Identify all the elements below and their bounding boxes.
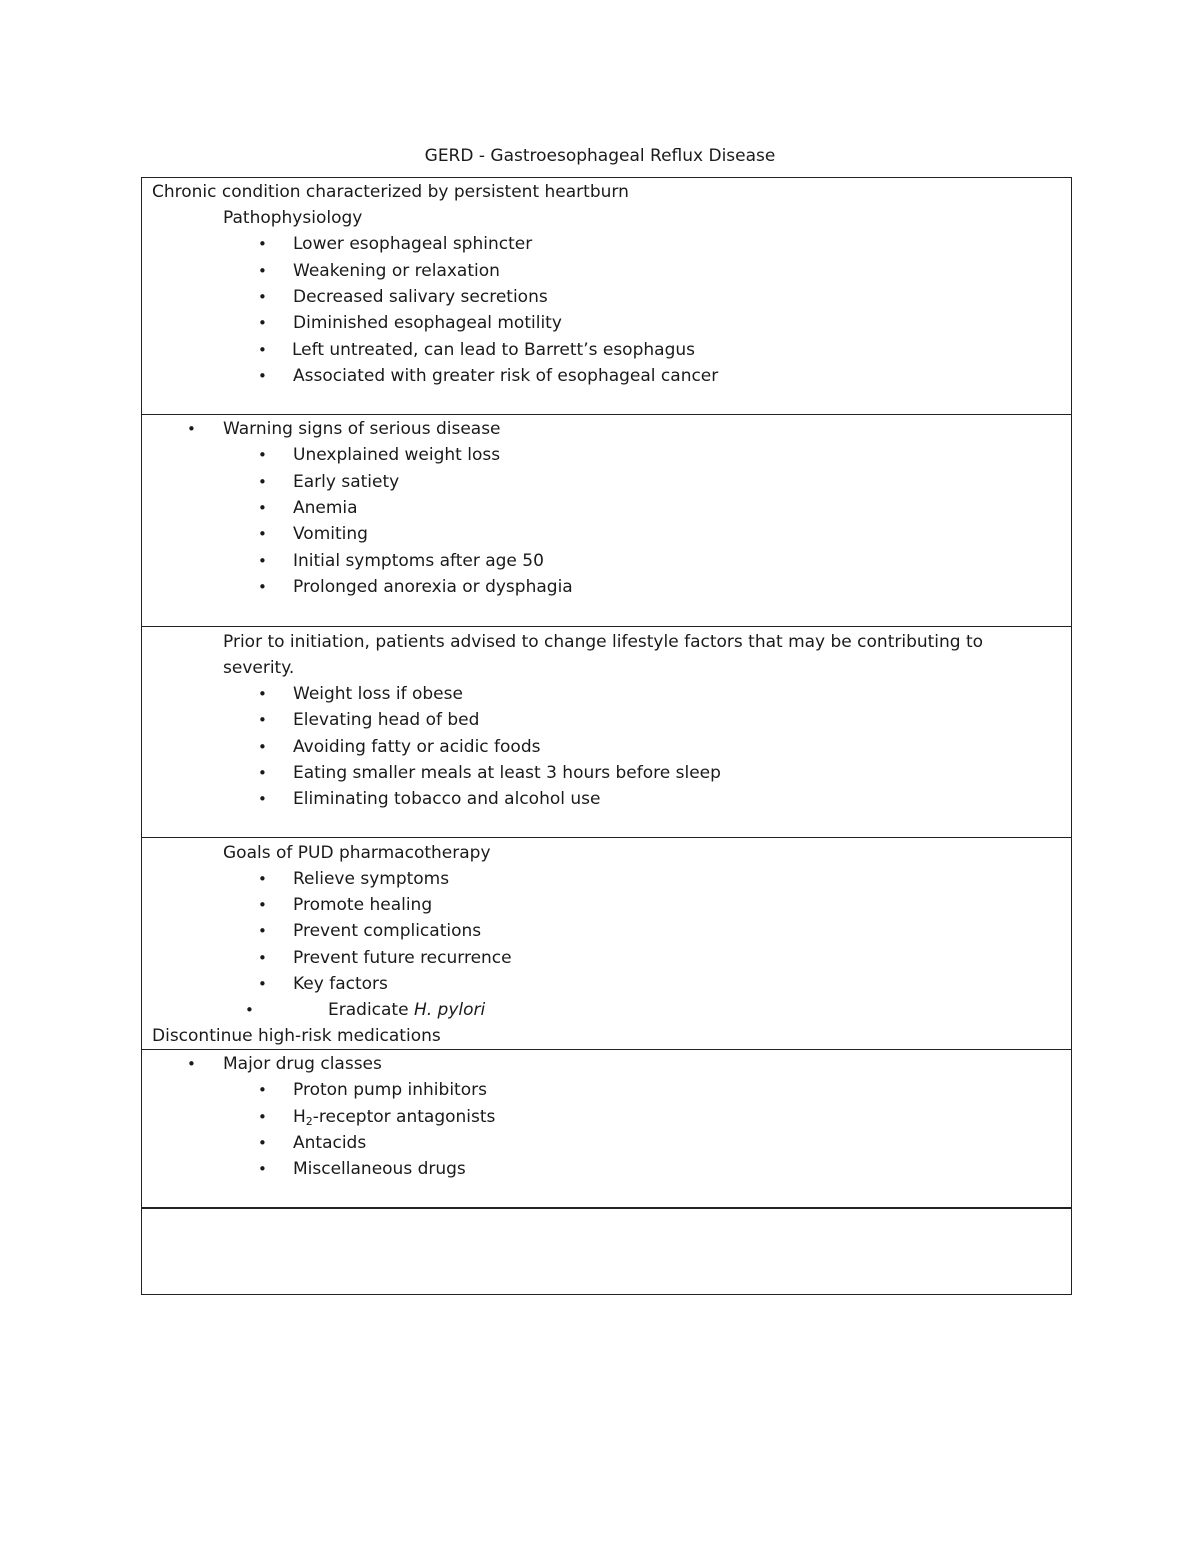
section-intro: Chronic condition characterized by persistent heartburn bbox=[152, 182, 629, 202]
bullet-icon: • bbox=[258, 922, 267, 940]
list-item: Key factors bbox=[293, 974, 388, 994]
organism-name: H. pylori bbox=[413, 1000, 486, 1020]
list-item: Weakening or relaxation bbox=[293, 261, 500, 281]
h2-subscript: 2 bbox=[305, 1115, 313, 1128]
bullet-icon: • bbox=[258, 949, 267, 967]
list-item: Vomiting bbox=[293, 524, 368, 544]
list-item: Elevating head of bed bbox=[293, 710, 480, 730]
bullet-icon: • bbox=[258, 896, 267, 914]
section-goals bbox=[142, 838, 1071, 1050]
list-item: Initial symptoms after age 50 bbox=[293, 551, 544, 571]
bullet-icon: • bbox=[258, 341, 267, 359]
list-item: Proton pump inhibitors bbox=[293, 1080, 487, 1100]
bullet-icon: • bbox=[258, 764, 267, 782]
bullet-icon: • bbox=[258, 790, 267, 808]
bullet-icon: • bbox=[258, 235, 267, 253]
bullet-icon: • bbox=[258, 738, 267, 756]
h2-letter: H bbox=[293, 1107, 306, 1127]
section-intro: Prior to initiation, patients advised to change lifestyle factors that may be contributing to bbox=[223, 632, 984, 652]
bullet-icon: • bbox=[258, 870, 267, 888]
list-item: Associated with greater risk of esophageal cancer bbox=[293, 366, 719, 386]
list-item: Anemia bbox=[293, 498, 358, 518]
list-item: Prevent complications bbox=[293, 921, 482, 941]
bullet-icon: • bbox=[258, 473, 267, 491]
list-item: Early satiety bbox=[293, 472, 400, 492]
section-heading: Goals of PUD pharmacotherapy bbox=[223, 843, 491, 863]
bullet-icon: • bbox=[258, 1081, 267, 1099]
bullet-icon: • bbox=[258, 262, 267, 280]
section-drug-classes bbox=[142, 1050, 1071, 1208]
section-heading: Warning signs of serious disease bbox=[223, 419, 501, 439]
sub-item-text: Eradicate bbox=[328, 1000, 414, 1020]
list-item-h2 bbox=[293, 1104, 495, 1130]
bullet-icon: • bbox=[187, 1055, 196, 1073]
notes-table bbox=[141, 177, 1072, 1295]
list-item: Weight loss if obese bbox=[293, 684, 463, 704]
list-item: Avoiding fatty or acidic foods bbox=[293, 737, 541, 757]
bullet-icon: • bbox=[258, 1108, 267, 1126]
bullet-icon: • bbox=[258, 1160, 267, 1178]
bullet-icon: • bbox=[258, 711, 267, 729]
bullet-icon: • bbox=[258, 1134, 267, 1152]
page-title: GERD - Gastroesophageal Reflux Disease bbox=[424, 146, 776, 166]
bullet-icon: • bbox=[258, 525, 267, 543]
list-item: Diminished esophageal motility bbox=[293, 313, 562, 333]
section-empty bbox=[142, 1208, 1071, 1294]
section-heading: Pathophysiology bbox=[223, 208, 363, 228]
list-item: Eating smaller meals at least 3 hours before sleep bbox=[293, 763, 721, 783]
list-item: Miscellaneous drugs bbox=[293, 1159, 466, 1179]
h2-text: -receptor antagonists bbox=[312, 1107, 496, 1127]
section-pathophysiology bbox=[142, 178, 1071, 415]
list-item: Prevent future recurrence bbox=[293, 948, 512, 968]
list-item: Relieve symptoms bbox=[293, 869, 450, 889]
section-lifestyle bbox=[142, 627, 1071, 838]
bullet-icon: • bbox=[258, 578, 267, 596]
bullet-icon: • bbox=[258, 367, 267, 385]
list-sub-item bbox=[328, 997, 485, 1023]
section-trailing-note: Discontinue high-risk medications bbox=[152, 1026, 441, 1046]
bullet-icon: • bbox=[245, 1001, 254, 1019]
bullet-icon: • bbox=[258, 499, 267, 517]
bullet-icon: • bbox=[258, 685, 267, 703]
bullet-icon: • bbox=[258, 288, 267, 306]
list-item: Lower esophageal sphincter bbox=[293, 234, 533, 254]
list-item: Prolonged anorexia or dysphagia bbox=[293, 577, 573, 597]
bullet-icon: • bbox=[258, 314, 267, 332]
section-intro-continued: severity. bbox=[223, 658, 295, 678]
list-item: Left untreated, can lead to Barrett’s esophagus bbox=[292, 340, 695, 360]
list-item: Unexplained weight loss bbox=[293, 445, 501, 465]
list-item: Decreased salivary secretions bbox=[293, 287, 548, 307]
section-warning-signs bbox=[142, 415, 1071, 627]
list-item: Antacids bbox=[293, 1133, 367, 1153]
section-heading: Major drug classes bbox=[223, 1054, 382, 1074]
bullet-icon: • bbox=[258, 975, 267, 993]
bullet-icon: • bbox=[258, 446, 267, 464]
bullet-icon: • bbox=[258, 552, 267, 570]
list-item: Eliminating tobacco and alcohol use bbox=[293, 789, 601, 809]
list-item: Promote healing bbox=[293, 895, 433, 915]
bullet-icon: • bbox=[187, 420, 196, 438]
